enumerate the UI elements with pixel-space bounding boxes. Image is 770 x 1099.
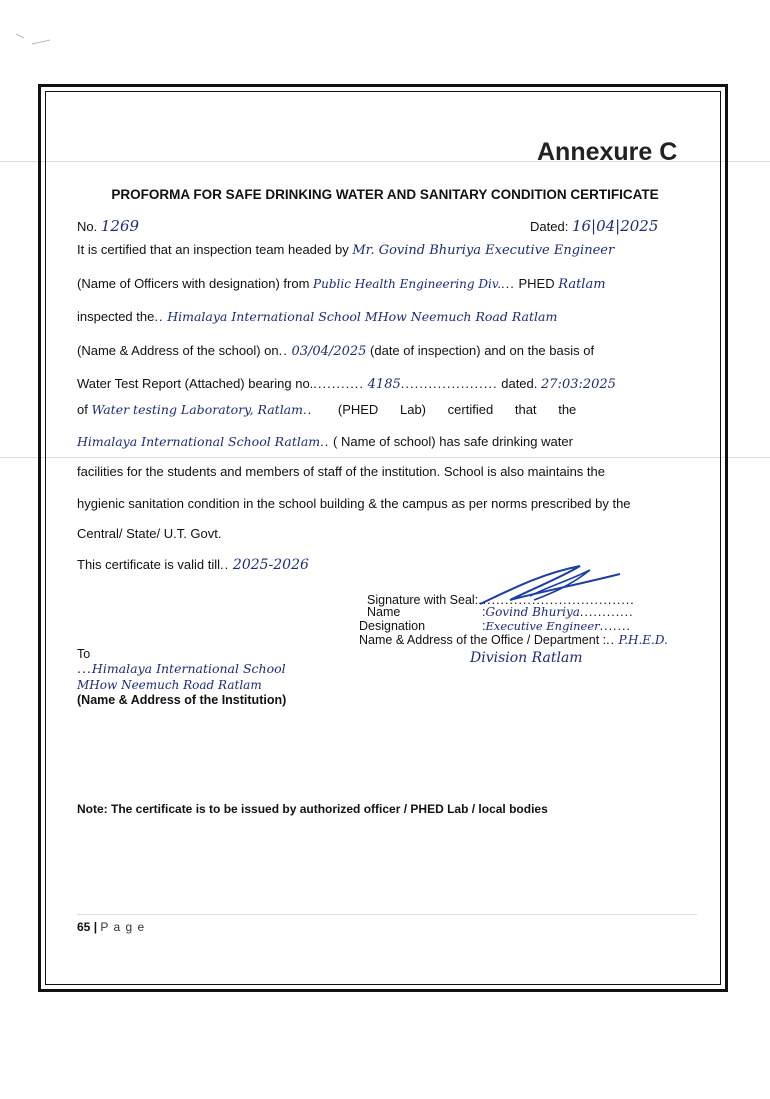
line-water-test: Water Test Report (Attached) bearing no............ 4185..................... dated. 27:03:2025: [77, 376, 616, 392]
institution-caption: (Name & Address of the Institution): [77, 693, 287, 707]
cert-date-label: Dated:: [530, 219, 569, 234]
line-govt: Central/ State/ U.T. Govt.: [77, 526, 222, 541]
cert-number: [77, 218, 139, 235]
page-footer: [77, 920, 145, 934]
page-separator: |: [93, 920, 98, 934]
department-value: Public Health Engineering Div.: [313, 277, 502, 291]
line-officer-from: (Name of Officers with designation) from Public Health Engineering Div.... PHED Ratlam: [77, 276, 606, 292]
text-segment: dated.: [501, 376, 538, 391]
report-date-value: 27:03:2025: [541, 377, 616, 392]
signatory-designation-value: Executive Engineer: [485, 619, 600, 633]
page-number: 65: [77, 920, 91, 934]
text-segment: (Name of Officers with designation) from: [77, 276, 310, 291]
cert-date: [530, 218, 658, 235]
signature-label: Signature with Seal:: [367, 593, 479, 607]
validity-value: 2025-2026: [232, 557, 309, 573]
office-value-line2: Division Ratlam: [470, 650, 583, 666]
institution-line2: MHow Neemuch Road Ratlam: [77, 678, 262, 692]
line-sanitation: hygienic sanitation condition in the school building & the campus as per norms prescribed by the: [77, 496, 631, 511]
certificate-title: PROFORMA FOR SAFE DRINKING WATER AND SANITARY CONDITION CERTIFICATE: [111, 187, 659, 202]
school-address-value: Himalaya International School MHow Neemuch Road Ratlam: [167, 309, 558, 324]
name-label: Name: [367, 605, 401, 619]
lab-name-value: Water testing Laboratory, Ratlam: [91, 402, 303, 417]
institution-line1: ...Himalaya International School: [77, 661, 286, 676]
text-segment: ( Name of school) has safe drinking water: [333, 434, 573, 449]
department-place-value: Ratlam: [558, 277, 606, 292]
officer-name-value: Mr. Govind Bhuriya Executive Engineer: [352, 243, 615, 258]
page-word: P a g e: [100, 920, 146, 934]
text-segment: This certificate is valid till: [77, 557, 221, 572]
institution-name-value: Himalaya International School: [91, 661, 286, 676]
line-lab: of Water testing Laboratory, Ratlam.. (PHED Lab) certified that the: [77, 402, 577, 417]
designation-value-row: :Executive Engineer.......: [482, 619, 631, 633]
signature-line: Signature with Seal:...................................: [367, 593, 635, 607]
school-name-value: Himalaya International School Ratlam: [77, 434, 321, 449]
line-inspection-date: (Name & Address of the school) on.. 03/04/2025 (date of inspection) and on the basis of: [77, 343, 595, 359]
text-segment: It is certified that an inspection team headed by: [77, 242, 349, 257]
to-label: To: [77, 647, 91, 661]
office-label: Name & Address of the Office / Department :: [359, 633, 607, 647]
cert-date-value: 16|04|2025: [571, 217, 659, 235]
cert-number-value: 1269: [100, 217, 140, 235]
report-number-value: 4185: [367, 377, 401, 392]
office-row: Name & Address of the Office / Department :.. P.H.E.D.: [359, 633, 668, 647]
cert-number-label: No.: [77, 219, 98, 234]
line-validity: This certificate is valid till.. 2025-2026: [77, 557, 309, 573]
footer-rule: [77, 914, 697, 915]
text-segment: (PHED Lab) certified that the: [337, 402, 577, 417]
line-school: Himalaya International School Ratlam.. ( Name of school) has safe drinking water: [77, 434, 573, 449]
name-value-row: :Govind Bhuriya............: [482, 605, 634, 619]
text-segment: of: [77, 402, 88, 417]
text-segment: PHED: [518, 276, 555, 291]
signatory-name-value: Govind Bhuriya: [485, 605, 580, 619]
line-inspection-team: [77, 242, 614, 259]
scan-mark: [14, 30, 54, 52]
text-segment: inspected the: [77, 309, 155, 324]
note-text: Note: The certificate is to be issued by authorized officer / PHED Lab / local bodies: [77, 802, 548, 816]
text-segment: (Name & Address of the school) on: [77, 343, 279, 358]
line-facilities: facilities for the students and members of staff of the institution. School is also maintains the: [77, 464, 605, 479]
annexure-heading: Annexure C: [537, 138, 678, 166]
text-segment: (date of inspection) and on the basis of: [370, 343, 595, 358]
text-segment: Water Test Report (Attached) bearing no.: [77, 376, 314, 391]
office-value: P.H.E.D.: [618, 633, 668, 647]
designation-label: Designation: [359, 619, 426, 633]
line-inspected: inspected the.. Himalaya International School MHow Neemuch Road Ratlam: [77, 309, 558, 324]
inspection-date-value: 03/04/2025: [291, 344, 367, 359]
